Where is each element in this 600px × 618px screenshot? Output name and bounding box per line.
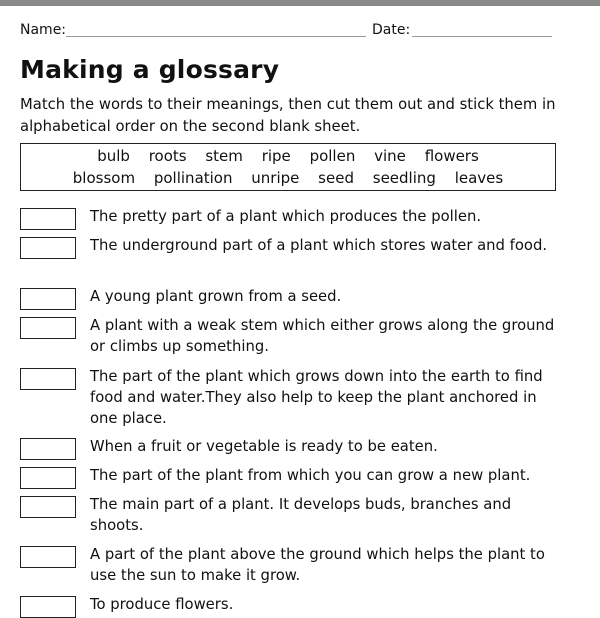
date-label: Date: [372, 22, 411, 38]
answer-box[interactable] [20, 467, 76, 489]
word-bank-row-2 [21, 169, 555, 187]
definition-text: To produce flowers. [90, 596, 234, 613]
word-pollination: pollination [153, 169, 233, 187]
word-ripe: ripe [261, 147, 291, 165]
answer-box[interactable] [20, 496, 76, 518]
definition-text: The part of the plant which grows down into the earth to find food and water.They also help to keep the plant anchored in one place. [90, 368, 543, 427]
word-seedling: seedling [372, 169, 436, 187]
word-vine: vine [374, 147, 406, 165]
word-stem: stem [205, 147, 243, 165]
definition-text: The pretty part of a plant which produces the pollen. [90, 208, 482, 225]
answer-box[interactable] [20, 288, 76, 310]
answer-box[interactable] [20, 438, 76, 460]
answer-box[interactable] [20, 208, 76, 230]
word-leaves: leaves [454, 169, 504, 187]
answer-box[interactable] [20, 546, 76, 568]
word-bank [20, 143, 556, 191]
name-line [66, 36, 366, 37]
top-border [0, 0, 600, 6]
definition-text: The main part of a plant. It develops buds, branches and shoots. [90, 496, 512, 534]
definition-text: The underground part of a plant which stores water and food. [90, 237, 548, 254]
word-flowers: flowers [424, 147, 479, 165]
word-roots: roots [148, 147, 187, 165]
answer-box[interactable] [20, 368, 76, 390]
word-seed: seed [318, 169, 354, 187]
instructions: Match the words to their meanings, then cut them out and stick them in alphabetical order on the second blank sheet. [20, 96, 556, 135]
word-blossom: blossom [72, 169, 136, 187]
definition-text: When a fruit or vegetable is ready to be eaten. [90, 438, 438, 455]
word-bank-row-1 [21, 147, 555, 165]
answer-box[interactable] [20, 237, 76, 259]
definition-text: A part of the plant above the ground which helps the plant to use the sun to make it grow. [90, 546, 545, 584]
word-bulb: bulb [97, 147, 130, 165]
word-unripe: unripe [251, 169, 300, 187]
definition-text: A young plant grown from a seed. [90, 288, 342, 305]
date-line [412, 36, 552, 37]
definition-text: A plant with a weak stem which either grows along the ground or climbs up something. [90, 317, 555, 355]
answer-box[interactable] [20, 596, 76, 618]
answer-box[interactable] [20, 317, 76, 339]
definition-text: The part of the plant from which you can grow a new plant. [90, 467, 531, 484]
name-label: Name: [20, 22, 67, 38]
word-pollen: pollen [309, 147, 356, 165]
page-title: Making a glossary [20, 55, 280, 84]
